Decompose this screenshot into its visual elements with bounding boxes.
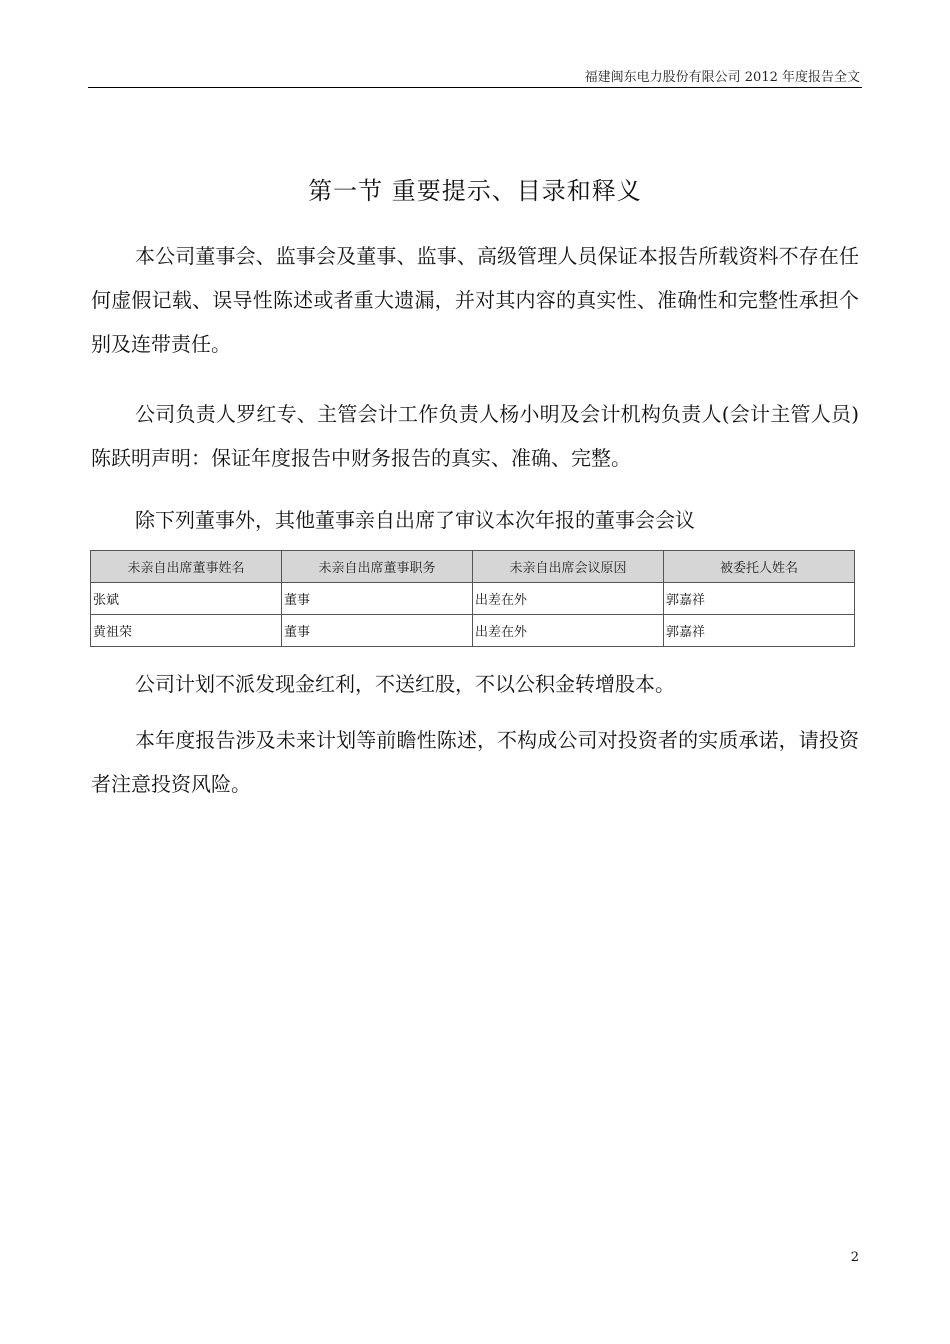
column-header: 未亲自出席董事职务 — [282, 551, 473, 583]
paragraph-assurance: 本公司董事会、监事会及董事、监事、高级管理人员保证本报告所载资料不存在任何虚假记载、误导性陈述或者重大遗漏，并对其内容的真实性、准确性和完整性承担个别及连带责任。 — [91, 244, 859, 356]
table-cell: 出差在外 — [473, 615, 664, 647]
header-rule — [88, 87, 862, 88]
column-header: 被委托人姓名 — [664, 551, 855, 583]
paragraph-forward-looking: 本年度报告涉及未来计划等前瞻性陈述，不构成公司对投资者的实质承诺，请投资者注意投资风险。 — [91, 728, 859, 796]
table-row — [91, 583, 855, 615]
section-title: 第一节 重要提示、目录和释义 — [308, 177, 642, 206]
table-cell: 黄祖荣 — [91, 615, 282, 647]
paragraph-responsible-persons: 公司负责人罗红专、主管会计工作负责人杨小明及会计机构负责人(会计主管人员)陈跃明声明：保证年度报告中财务报告的真实、准确、完整。 — [91, 402, 859, 470]
table-cell: 郭嘉祥 — [664, 615, 855, 647]
table-cell: 郭嘉祥 — [664, 583, 855, 615]
table-header-row — [91, 551, 855, 583]
table-cell: 张斌 — [91, 583, 282, 615]
table-row — [91, 615, 855, 647]
column-header: 未亲自出席董事姓名 — [91, 551, 282, 583]
absent-directors-table — [90, 550, 855, 647]
table-cell: 董事 — [282, 615, 473, 647]
paragraph-absent-directors-intro: 除下列董事外，其他董事亲自出席了审议本次年报的董事会会议 — [135, 508, 695, 532]
page-number: 2 — [850, 1250, 859, 1265]
running-header: 福建闽东电力股份有限公司 2012 年度报告全文 — [584, 70, 860, 85]
paragraph-dividend-plan: 公司计划不派发现金红利，不送红股，不以公积金转增股本。 — [135, 672, 675, 696]
table-cell: 出差在外 — [473, 583, 664, 615]
table-cell: 董事 — [282, 583, 473, 615]
column-header: 未亲自出席会议原因 — [473, 551, 664, 583]
